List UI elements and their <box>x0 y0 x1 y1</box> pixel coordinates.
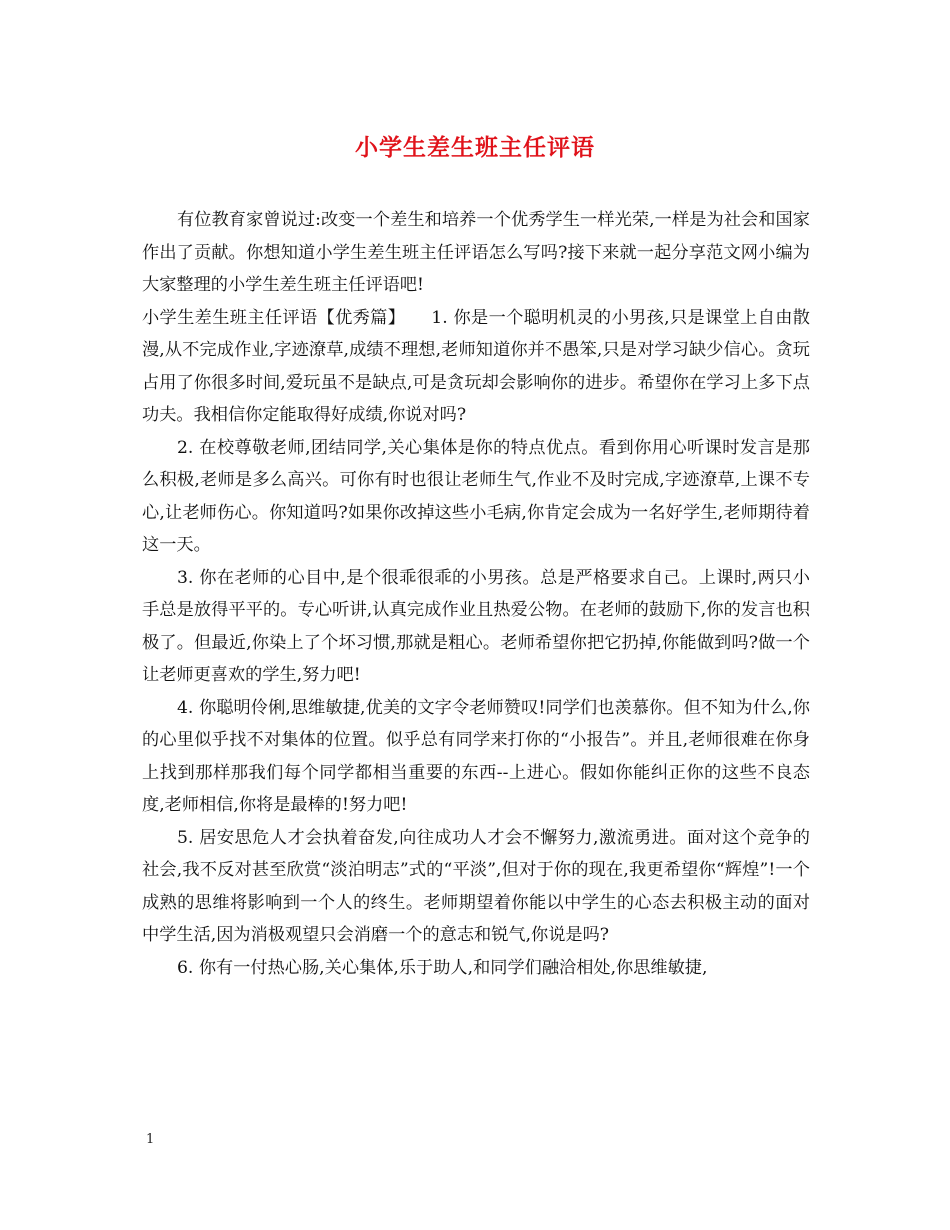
section-paragraph <box>142 302 810 432</box>
item-6: 6. 你有一付热心肠,关心集体,乐于助人,和同学们融洽相处,你思维敏捷, <box>177 957 708 978</box>
item-5: 5. 居安思危人才会执着奋发,向往成功人才会不懈努力,激流勇进。面对这个竞争的社会,我不反对甚至欣赏“淡泊明志”式的“平淡”,但对于你的现在,我更希望你“辉煌”!一个成熟的思维将影响到一个人的终生。老师期望着你能以中学生的心态去积极主动的面对中学生活,因为消极观望只会消磨一个的意志和锐气,你说是吗? <box>142 827 810 945</box>
section-label: 小学生差生班主任评语【优秀篇】 <box>142 307 406 328</box>
page-number: 1 <box>146 1132 155 1147</box>
item-1: 1. 你是一个聪明机灵的小男孩,只是课堂上自由散漫,从不完成作业,字迹潦草,成绩不理想,老师知道你并不愚笨,只是对学习缺少信心。贪玩占用了你很多时间,爱玩虽不是缺点,可是贪玩却会影响你的进步。希望你在学习上多下点功夫。我相信你定能取得好成绩,你说对吗? <box>142 307 810 425</box>
intro-paragraph: 有位教育家曾说过:改变一个差生和培养一个优秀学生一样光荣,一样是为社会和国家作出了贡献。你想知道小学生差生班主任评语怎么写吗?接下来就一起分享范文网小编为大家整理的小学生差生班主任评语吧! <box>142 210 810 295</box>
document-title: 小学生差生班主任评语 <box>355 134 595 161</box>
item-4: 4. 你聪明伶俐,思维敏捷,优美的文字令老师赞叹!同学们也羡慕你。但不知为什么,你的心里似乎找不对集体的位置。似乎总有同学来打你的“小报告”。并且,老师很难在你身上找到那样那我们每个同学都相当重要的东西--上进心。假如你能纠正你的这些不良态度,老师相信,你将是最棒的!努力吧! <box>142 697 810 815</box>
item-3: 3. 你在老师的心目中,是个很乖很乖的小男孩。总是严格要求自己。上课时,两只小手总是放得平平的。专心听讲,认真完成作业且热爱公物。在老师的鼓励下,你的发言也积极了。但最近,你染上了个坏习惯,那就是粗心。老师希望你把它扔掉,你能做到吗?做一个让老师更喜欢的学生,努力吧! <box>142 567 810 685</box>
item-2: 2. 在校尊敬老师,团结同学,关心集体是你的特点优点。看到你用心听课时发言是那么积极,老师是多么高兴。可你有时也很让老师生气,作业不及时完成,字迹潦草,上课不专心,让老师伤心。你知道吗?如果你改掉这些小毛病,你肯定会成为一名好学生,老师期待着这一天。 <box>142 437 810 555</box>
document-body <box>142 204 810 984</box>
